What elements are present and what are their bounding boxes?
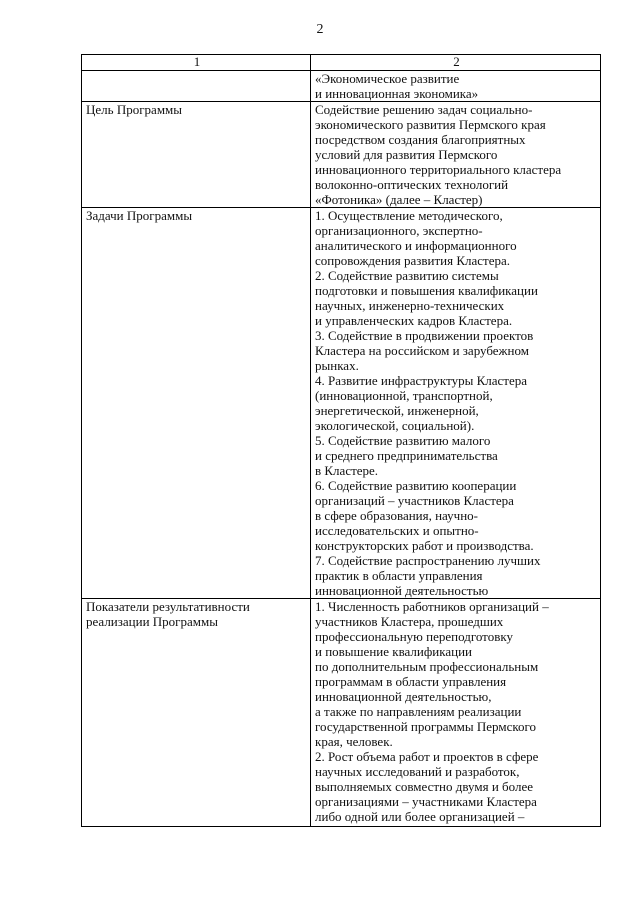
row-label-cell <box>82 208 311 599</box>
content-line: участников Кластера, прошедших <box>315 614 504 629</box>
content-line: и повышение квалификации <box>315 644 473 659</box>
content-line: государственной программы Пермского <box>315 719 537 734</box>
content-line: организационного, экспертно- <box>315 223 483 238</box>
row-label: реализации Программы <box>86 614 218 629</box>
content-line: и управленческих кадров Кластера. <box>315 313 513 328</box>
table-row <box>82 102 601 208</box>
content-line: организациями – участниками Кластера <box>315 794 537 809</box>
row-content-cell <box>311 599 601 827</box>
content-line: сопровождения развития Кластера. <box>315 253 510 268</box>
content-line: экономического развития Пермского края <box>315 117 546 132</box>
content-line: 1. Осуществление методического, <box>315 208 503 223</box>
content-line: 3. Содействие в продвижении проектов <box>315 328 534 343</box>
row-label: Цель Программы <box>86 102 183 117</box>
content-line: инновационной деятельностью <box>315 583 489 598</box>
content-line: «Фотоника» (далее – Кластер) <box>315 192 483 207</box>
column-number-2: 2 <box>311 55 601 71</box>
content-line: 4. Развитие инфраструктуры Кластера <box>315 373 527 388</box>
content-line: 7. Содействие распространению лучших <box>315 553 541 568</box>
content-line: экологической, социальной). <box>315 418 475 433</box>
row-content-cell <box>311 102 601 208</box>
content-line: 2. Содействие развитию системы <box>315 268 499 283</box>
content-line: организаций – участников Кластера <box>315 493 514 508</box>
content-line: Содействие решению задач социально- <box>315 102 533 117</box>
content-line: условий для развития Пермского <box>315 147 498 162</box>
row-content-cell <box>311 71 601 102</box>
content-line: подготовки и повышения квалификации <box>315 283 538 298</box>
content-line: научных, инженерно-технических <box>315 298 505 313</box>
content-line: Кластера на российском и зарубежном <box>315 343 529 358</box>
content-line: 2. Рост объема работ и проектов в сфере <box>315 749 539 764</box>
table-header-row <box>82 55 601 71</box>
row-label-cell <box>82 102 311 208</box>
content-line: и среднего предпринимательства <box>315 448 498 463</box>
content-line: профессиональную переподготовку <box>315 629 513 644</box>
content-line: аналитического и информационного <box>315 238 517 253</box>
content-line: 6. Содействие развитию кооперации <box>315 478 517 493</box>
content-line: 1. Численность работников организаций – <box>315 599 549 614</box>
content-line: в Кластере. <box>315 463 379 478</box>
content-line: программам в области управления <box>315 674 507 689</box>
content-line: инновационной деятельностью, <box>315 689 492 704</box>
content-line: и инновационная экономика» <box>315 86 479 101</box>
content-line: рынках. <box>315 358 359 373</box>
program-passport-table <box>81 54 601 827</box>
content-line: (инновационной, транспортной, <box>315 388 493 403</box>
table-row <box>82 71 601 102</box>
row-label-cell <box>82 71 311 102</box>
content-line: научных исследований и разработок, <box>315 764 520 779</box>
content-line: края, человек. <box>315 734 393 749</box>
row-label: Задачи Программы <box>86 208 193 223</box>
column-number-1: 1 <box>82 55 311 71</box>
table-row <box>82 599 601 827</box>
content-line: конструкторских работ и производства. <box>315 538 534 553</box>
content-line: инновационного территориального кластера <box>315 162 562 177</box>
content-line: по дополнительным профессиональным <box>315 659 539 674</box>
content-line: волоконно-оптических технологий <box>315 177 509 192</box>
content-line: выполняемых совместно двумя и более <box>315 779 533 794</box>
content-line: либо одной или более организацией – <box>315 809 525 824</box>
content-line: энергетической, инженерной, <box>315 403 479 418</box>
content-line: исследовательских и опытно- <box>315 523 479 538</box>
table-row <box>82 208 601 599</box>
content-line: «Экономическое развитие <box>315 71 460 86</box>
content-line: в сфере образования, научно- <box>315 508 478 523</box>
content-line: практик в области управления <box>315 568 483 583</box>
content-line: посредством создания благоприятных <box>315 132 526 147</box>
row-content-cell <box>311 208 601 599</box>
row-label: Показатели результативности <box>86 599 250 614</box>
row-label-cell <box>82 599 311 827</box>
content-line: а также по направлениям реализации <box>315 704 522 719</box>
cell-bottom-gap <box>315 824 598 826</box>
content-line: 5. Содействие развитию малого <box>315 433 491 448</box>
page-number: 2 <box>316 22 324 37</box>
